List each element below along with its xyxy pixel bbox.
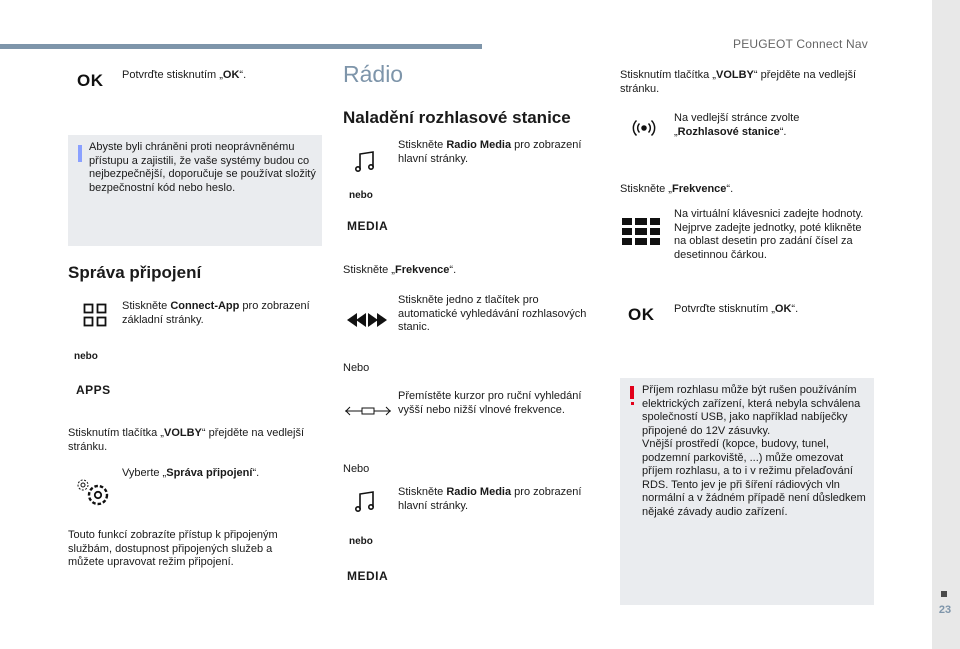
media-button-label: MEDIA — [347, 219, 389, 233]
seek-instruction: Stiskněte jedno z tlačítek pro automatické vyhledávání rozhlasových stanic. — [398, 294, 587, 333]
page-side-bar — [932, 0, 960, 649]
info-text: Abyste byli chráněni proti neoprávněnému přístupu a zajistili, že vaše systémy budou co nejbezpečnější, doporučuje se používat složitý bezpečnostní kód nebo heslo. — [89, 141, 316, 194]
volby-instruction-radio: Stisknutím tlačítka „VOLBY“ přejděte na vedlejší stránku. — [620, 69, 857, 95]
warning-icon — [630, 386, 634, 399]
settings-gear-icon — [72, 474, 112, 508]
music-note-icon — [354, 149, 378, 173]
nebo-label: Nebo — [343, 463, 370, 475]
nebo-label: Nebo — [343, 362, 370, 374]
nebo-label: nebo — [74, 351, 98, 362]
page-number: 23 — [938, 604, 952, 616]
frequency-slider-icon — [345, 405, 391, 417]
frequency-instruction-2: Stiskněte „Frekvence“. — [620, 183, 734, 195]
warning-text: Příjem rozhlasu může být rušen používáním elektrických zařízení, která nebyla schválena společností USB, jako například nabíječky připojené do 12V zásuvky. Vnější prostředí (kopce, budovy, tunel, podzemní parkoviště, ...) může omezovat příjem rozhlasu, a to i v režimu přelaďování RDS. Tento jev je při šíření rádiových vln normální a v žádném případě není důsledkem nějaké závady audio zařízení. — [642, 384, 866, 518]
radio-subtitle: Naladění rozhlasové stanice — [343, 108, 571, 127]
slider-instruction: Přemístěte kurzor pro ruční vyhledání vyšší nebo nižší vlnové frekvence. — [398, 390, 582, 416]
radio-media-instruction: Stiskněte Radio Media pro zobrazení hlavní stránky. — [398, 139, 582, 165]
keypad-instruction: Na virtuální klávesnici zadejte hodnoty. Nejprve zadejte jednotky, poté klikněte na oblast desetin pro zadání čísel za desetinnou čárkou. — [674, 208, 864, 261]
select-connections-instruction: Vyberte „Správa připojení“. — [122, 467, 260, 479]
brand-label: PEUGEOT Connect Nav — [733, 37, 868, 51]
warning-box — [620, 378, 874, 605]
ok-icon: OK — [628, 305, 655, 324]
page-marker — [941, 591, 947, 597]
header-rule — [0, 44, 482, 49]
frequency-instruction: Stiskněte „Frekvence“. — [343, 264, 457, 276]
connections-description: Touto funkcí zobrazíte přístup k připojeným službám, dostupnost připojených služeb a můžete upravovat režim připojení. — [68, 529, 278, 568]
connect-app-icon — [83, 303, 107, 327]
seek-arrows-icon — [347, 312, 387, 328]
warning-icon-dot — [631, 402, 634, 405]
nebo-label: nebo — [349, 536, 373, 547]
keypad-icon — [622, 218, 660, 246]
ok-instruction-2: Potvrďte stisknutím „OK“. — [674, 303, 799, 315]
section-title-connections: Správa připojení — [68, 263, 202, 282]
ok-icon: OK — [77, 71, 104, 90]
ok-instruction: Potvrďte stisknutím „OK“. — [122, 69, 247, 81]
connect-app-instruction: Stiskněte Connect-App pro zobrazení základní stránky. — [122, 300, 310, 326]
music-note-icon — [354, 489, 378, 513]
apps-button-label: APPS — [76, 383, 111, 397]
radio-stations-instruction: Na vedlejší stránce zvolte „Rozhlasové stanice“. — [674, 112, 800, 138]
info-icon — [78, 145, 82, 162]
volby-instruction: Stisknutím tlačítka „VOLBY“ přejděte na vedlejší stránku. — [68, 427, 305, 453]
media-button-label-2: MEDIA — [347, 569, 389, 583]
radio-title: Rádio — [343, 61, 404, 87]
radio-media-instruction-2: Stiskněte Radio Media pro zobrazení hlavní stránky. — [398, 486, 582, 512]
info-box — [68, 135, 322, 246]
radio-station-icon — [632, 116, 656, 140]
nebo-label: nebo — [349, 190, 373, 201]
